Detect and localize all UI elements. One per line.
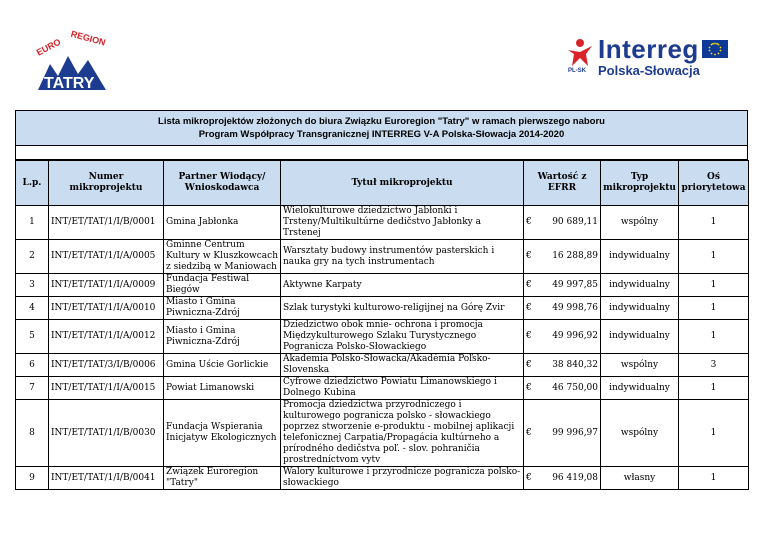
cell-number: INT/ET/TAT/1/I/A/0010 (49, 297, 164, 320)
cell-title: Szlak turystyki kulturowo-religijnej na Górę Zvir (281, 297, 524, 320)
cell-lp: 7 (16, 377, 49, 400)
cell-type: indywidualny (601, 297, 679, 320)
cell-lp: 9 (16, 467, 49, 490)
cell-partner: Miasto i Gmina Piwniczna-Zdrój (164, 320, 281, 354)
cell-type: indywidualny (601, 274, 679, 297)
cell-currency: € (524, 297, 541, 320)
cell-lp: 4 (16, 297, 49, 320)
interreg-plsk: PL-SK (568, 68, 586, 74)
cell-lp: 8 (16, 400, 49, 467)
cell-type: własny (601, 467, 679, 490)
cell-lp: 5 (16, 320, 49, 354)
cell-axis: 1 (679, 297, 749, 320)
cell-value: 90 689,11 (541, 206, 601, 240)
interreg-wordmark: Interreg (598, 34, 699, 64)
cell-lp: 2 (16, 240, 49, 274)
cell-number: INT/ET/TAT/1/I/A/0012 (49, 320, 164, 354)
table-row (16, 377, 749, 400)
cell-lp: 6 (16, 354, 49, 377)
header-title: Tytuł mikroprojektu (281, 161, 524, 206)
table-row (16, 467, 749, 490)
cell-number: INT/ET/TAT/1/I/A/0009 (49, 274, 164, 297)
cell-value: 46 750,00 (541, 377, 601, 400)
cell-partner: Fundacja Festiwal Biegów (164, 274, 281, 297)
cell-currency: € (524, 320, 541, 354)
cell-partner: Gmina Jabłonka (164, 206, 281, 240)
cell-type: indywidualny (601, 377, 679, 400)
cell-title: Dziedzictwo obok mnie- ochrona i promocja Międzykulturowego Szlaku Turystycznego Pogranicza Polsko-Słowackiego (281, 320, 524, 354)
cell-axis: 1 (679, 377, 749, 400)
cell-partner: Gmina Uście Gorlickie (164, 354, 281, 377)
cell-value: 99 996,97 (541, 400, 601, 467)
cell-axis: 1 (679, 274, 749, 297)
cell-currency: € (524, 240, 541, 274)
header-partner: Partner Wiodący/ Wnioskodawca (164, 161, 281, 206)
header-lp: L.p. (16, 161, 49, 206)
cell-type: wspólny (601, 206, 679, 240)
cell-value: 96 419,08 (541, 467, 601, 490)
cell-lp: 3 (16, 274, 49, 297)
cell-number: INT/ET/TAT/1/I/B/0030 (49, 400, 164, 467)
euroregion-tatry-logo (32, 30, 112, 96)
header-type: Typ mikroprojektu (601, 161, 679, 206)
table-row (16, 320, 749, 354)
cell-axis: 1 (679, 467, 749, 490)
cell-axis: 1 (679, 206, 749, 240)
header-axis: Oś priorytetowa (679, 161, 749, 206)
cell-value: 49 998,76 (541, 297, 601, 320)
cell-title: Warsztaty budowy instrumentów pasterskich i nauka gry na tych instrumentach (281, 240, 524, 274)
cell-partner: Powiat Limanowski (164, 377, 281, 400)
cell-title: Walory kulturowe i przyrodnicze pogranicza polsko-słowackiego (281, 467, 524, 490)
table-row (16, 274, 749, 297)
cell-lp: 1 (16, 206, 49, 240)
title-line-2: Program Współpracy Transgranicznej INTERREG V-A Polska-Słowacja 2014-2020 (198, 129, 565, 140)
cell-axis: 3 (679, 354, 749, 377)
eu-flag-icon (702, 40, 728, 58)
cell-number: INT/ET/TAT/1/I/A/0015 (49, 377, 164, 400)
document-title-box (15, 110, 748, 146)
table-row (16, 354, 749, 377)
table-row (16, 400, 749, 467)
microprojects-table (15, 160, 749, 490)
cell-axis: 1 (679, 240, 749, 274)
cell-number: INT/ET/TAT/1/I/B/0001 (49, 206, 164, 240)
table-row (16, 206, 749, 240)
cell-currency: € (524, 354, 541, 377)
title-line-1: Lista mikroprojektów złożonych do biura Związku Euroregion "Tatry" w ramach pierwszego naboru (158, 116, 605, 127)
spacer-row (15, 146, 748, 160)
cell-number: INT/ET/TAT/3/I/B/0006 (49, 354, 164, 377)
cell-value: 49 997,85 (541, 274, 601, 297)
cell-number: INT/ET/TAT/1/I/A/0005 (49, 240, 164, 274)
cell-currency: € (524, 400, 541, 467)
table-header-row (16, 161, 749, 206)
cell-currency: € (524, 274, 541, 297)
cell-partner: Gminne Centrum Kultury w Kluszkowcach z siedzibą w Maniowach (164, 240, 281, 274)
svg-text:EURO: EURO (34, 36, 63, 58)
cell-title: Aktywne Karpaty (281, 274, 524, 297)
table-row (16, 297, 749, 320)
cell-partner: Miasto i Gmina Piwniczna-Zdrój (164, 297, 281, 320)
cell-axis: 1 (679, 400, 749, 467)
header-value: Wartość z EFRR (524, 161, 601, 206)
cell-currency: € (524, 206, 541, 240)
svg-text:REGION: REGION (69, 30, 107, 48)
cell-type: wspólny (601, 354, 679, 377)
interreg-country: Polska-Słowacja (598, 63, 700, 78)
svg-text:TATRY: TATRY (44, 75, 95, 92)
cell-title: Cyfrowe dziedzictwo Powiatu Limanowskiego i Dolnego Kubina (281, 377, 524, 400)
cell-title: Wielokulturowe dziedzictwo Jabłonki i Trsteny/Multikultúrne dedičstvo Jabłonky a Trstenej (281, 206, 524, 240)
cell-type: indywidualny (601, 320, 679, 354)
cell-currency: € (524, 377, 541, 400)
cell-type: indywidualny (601, 240, 679, 274)
cell-partner: Fundacja Wspierania Inicjatyw Ekologicznych (164, 400, 281, 467)
cell-value: 38 840,32 (541, 354, 601, 377)
cell-title: Akademia Polsko-Słowacka/Akadémia Poľsko-Slovenska (281, 354, 524, 377)
cell-title: Promocja dziedzictwa przyrodniczego i kulturowego pogranicza polsko - słowackiego poprzez stworzenie e-produktu - mobilnej aplikacji telefonicznej Carpatia/Propagácia kultúrneho a prírodného dedičstva poľ. - slov. pohraničia prostredníctvom vytv (281, 400, 524, 467)
cell-axis: 1 (679, 320, 749, 354)
header-number: Numer mikroprojektu (49, 161, 164, 206)
cell-currency: € (524, 467, 541, 490)
cell-number: INT/ET/TAT/1/I/B/0041 (49, 467, 164, 490)
cell-type: wspólny (601, 400, 679, 467)
cell-value: 49 996,92 (541, 320, 601, 354)
cell-partner: Związek Euroregion "Tatry" (164, 467, 281, 490)
cell-value: 16 288,89 (541, 240, 601, 274)
interreg-figure-icon (566, 38, 594, 68)
table-row (16, 240, 749, 274)
